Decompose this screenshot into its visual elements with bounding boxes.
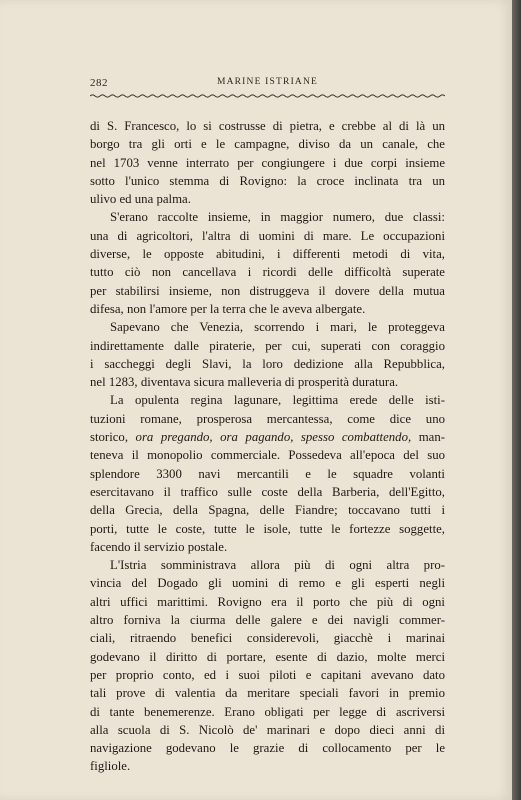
text-segment: indirettamente dalle piraterie, per cui, superati con coraggio (90, 338, 445, 353)
text-line (90, 556, 445, 574)
text-line (90, 282, 445, 300)
text-line (90, 574, 445, 592)
text-line (90, 154, 445, 172)
italic-phrase: ora pregando, ora pagando, spesso combattendo, (135, 430, 412, 445)
text-line (90, 739, 445, 757)
text-segment: porti, tutte le coste, tutte le isole, tutte le fortezze soggette, (90, 521, 445, 536)
text-line (90, 373, 445, 391)
text-line (90, 684, 445, 702)
text-segment: man- (411, 430, 445, 445)
wavy-rule-ornament (90, 92, 445, 100)
text-line (90, 172, 445, 190)
text-segment: teneva il monopolio commerciale. Possedeva all'epoca del suo (90, 448, 445, 463)
text-line (90, 538, 445, 556)
text-segment: Sapevano che Venezia, scorrendo i mari, le proteggeva (110, 320, 445, 335)
text-line (90, 245, 445, 263)
text-segment: splendore 3300 navi mercantili e le squadre volanti (90, 466, 445, 481)
text-line (90, 520, 445, 538)
page-edge-shadow (512, 0, 521, 800)
text-line (90, 666, 445, 684)
text-line (90, 428, 445, 446)
text-line (90, 227, 445, 245)
body-text (90, 117, 445, 776)
text-segment: per proprio conto, ed i suoi piloti e capitani avevano dato (90, 667, 445, 682)
text-segment: L'Istria somministrava allora più di ogni altra pro- (110, 558, 445, 573)
text-segment: diverse, le opposte abitudini, i differenti metodi di vita, (90, 247, 445, 262)
text-line (90, 355, 445, 373)
text-line (90, 721, 445, 739)
text-line (90, 703, 445, 721)
text-line (90, 648, 445, 666)
text-line (90, 483, 445, 501)
text-line (90, 501, 445, 519)
text-segment: La opulenta regina lagunare, legittima erede delle isti- (110, 393, 445, 408)
text-line (90, 263, 445, 281)
text-segment: alla scuola di S. Nicolò de' marinari e dopo dieci anni di (90, 722, 445, 737)
text-segment: nel 1703 venne interrato per congiungere i due corpi insieme (90, 155, 445, 170)
text-segment: tuzioni romane, prosperosa mercantessa, come dice uno (90, 411, 445, 426)
text-segment: godevano il diritto di portare, esente di dazio, molte merci (90, 649, 445, 664)
text-line (90, 300, 445, 318)
text-line (90, 318, 445, 336)
text-line (90, 465, 445, 483)
text-segment: esercitavano il traffico sulle coste della Barberia, dell'Egitto, (90, 484, 445, 499)
running-head (90, 77, 445, 91)
text-segment: ciali, ritraendo benefici considerevoli, giacchè i marinai (90, 631, 445, 646)
page-number: 282 (90, 77, 108, 89)
text-segment: storico, (90, 430, 136, 445)
text-line (90, 190, 445, 208)
text-segment: altro forniva la ciurma delle galere e dei navigli commer- (90, 613, 445, 628)
text-line (90, 135, 445, 153)
text-segment: i saccheggi degli Slavi, la loro dedizione alla Repubblica, (90, 356, 445, 371)
text-segment: nel 1283, diventava sicura malleveria di prosperità duratura. (90, 375, 399, 390)
text-line (90, 611, 445, 629)
text-line (90, 446, 445, 464)
text-segment: facendo il servizio postale. (90, 539, 228, 554)
text-segment: di S. Francesco, lo si costrusse di pietra, e crebbe al di là un (90, 119, 445, 133)
text-segment: difesa, non l'amore per la terra che le aveva albergate. (90, 301, 366, 316)
text-segment: borgo tra gli orti e le campagne, diviso da un canale, che (90, 137, 445, 152)
text-line (90, 410, 445, 428)
text-segment: S'erano raccolte insieme, in maggior numero, due classi: (110, 210, 445, 225)
text-segment: tali prove di valentia da meritare speciali favori in premio (90, 686, 445, 701)
text-segment: per stabilirsi insieme, non distruggeva il dovere della mutua (90, 283, 445, 298)
text-segment: altri uffici marittimi. Rovigno era il porto che più di ogni (90, 594, 445, 609)
text-line (90, 337, 445, 355)
text-line (90, 391, 445, 409)
text-line (90, 629, 445, 647)
text-segment: ulivo ed una palma. (90, 192, 191, 207)
text-segment: sotto l'unico stemma di Rovigno: la croce inclinata tra un (90, 173, 445, 188)
text-segment: vincia del Dogado gli uomini di remo e gli esperti negli (90, 576, 445, 591)
running-title: MARINE ISTRIANE (216, 77, 319, 87)
text-segment: tutto ciò non cancellava i ricordi delle difficoltà superate (90, 265, 445, 280)
text-line (90, 208, 445, 226)
text-segment: navigazione godevano le grazie di collocamento per le (90, 741, 445, 756)
text-line (90, 117, 445, 135)
text-segment: della Grecia, della Spagna, delle Fiandre; toccavano tutti i (90, 503, 445, 518)
text-line (90, 593, 445, 611)
text-segment: di tante benemerenze. Erano obligati per legge di ascriversi (90, 704, 445, 719)
text-segment: figliole. (90, 759, 131, 774)
text-line (90, 757, 445, 775)
text-segment: una di agricoltori, l'altra di uomini di mare. Le occupazioni (90, 228, 445, 243)
